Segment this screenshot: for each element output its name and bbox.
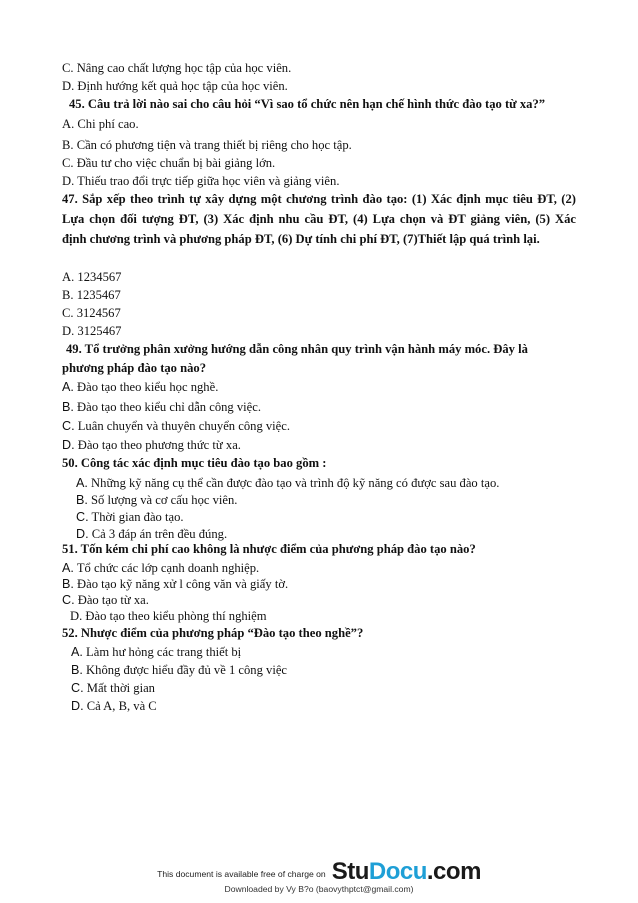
option-label: A. <box>76 476 88 490</box>
option-label: B. <box>71 663 83 677</box>
option-text: Thời gian đào tạo. <box>88 510 184 524</box>
logo-part-docu: Docu <box>368 858 427 885</box>
downloaded-by-note: Downloaded by Vy B?o (baovythptct@gmail.com) <box>224 884 414 894</box>
q52-option-c <box>71 680 155 696</box>
logo-part-com: .com <box>426 858 481 885</box>
option-text: Không được hiểu đầy đủ về 1 công việc <box>82 663 287 677</box>
option-text: Đào tạo theo kiểu chỉ dẫn công việc. <box>73 400 261 414</box>
q52-option-a <box>71 644 241 660</box>
q49-option-d <box>62 437 241 453</box>
q50-option-a <box>76 475 499 491</box>
option-label: C. <box>71 681 84 695</box>
q51-question: 51. Tốn kém chi phí cao không là nhược điểm của phương pháp đào tạo nào? <box>62 542 476 556</box>
option-label: D. <box>71 699 84 713</box>
q45-option-d: D. Thiếu trao đổi trực tiếp giữa học viên và giảng viên. <box>62 174 340 188</box>
availability-note: This document is available free of charge on <box>157 869 326 879</box>
q51-option-a <box>62 560 259 576</box>
q44-option-c: C. Nâng cao chất lượng học tập của học viên. <box>62 61 292 75</box>
option-text: Làm hư hỏng các trang thiết bị <box>82 645 242 659</box>
logo-part-stu: Stu <box>331 858 369 885</box>
q52-question: 52. Nhược điểm của phương pháp “Đào tạo theo nghề”? <box>62 626 364 640</box>
option-text: Mất thời gian <box>83 681 155 695</box>
q50-option-c <box>76 509 184 525</box>
q45-option-c: C. Đầu tư cho việc chuẩn bị bài giảng lớn. <box>62 156 276 170</box>
option-text: Số lượng và cơ cấu học viên. <box>87 493 238 507</box>
option-text: Đào tạo từ xa. <box>74 593 149 607</box>
option-label: C. <box>62 419 75 433</box>
q51-option-d: D. Đào tạo theo kiểu phòng thí nghiệm <box>70 609 267 623</box>
option-label: C. <box>62 593 75 607</box>
q49-option-b <box>62 399 261 415</box>
option-text: Tổ chức các lớp cạnh doanh nghiệp. <box>73 561 260 575</box>
q47-option-b: B. 1235467 <box>62 288 121 302</box>
option-text: Luân chuyển và thuyên chuyển công việc. <box>74 419 291 433</box>
q50-option-b <box>76 492 237 508</box>
studocu-footer <box>0 858 638 886</box>
q47-question-line1: 47. Sắp xếp theo trình tự xây dựng một chương trình đào tạo: (1) Xác định mục tiêu ĐT, (2) <box>62 192 576 206</box>
option-label: B. <box>62 400 74 414</box>
option-label: D. <box>62 438 75 452</box>
q47-option-d: D. 3125467 <box>62 324 122 338</box>
studocu-logo[interactable] <box>332 859 481 885</box>
q49-question-line2: phương pháp đào tạo nào? <box>62 361 207 375</box>
q52-option-b <box>71 662 287 678</box>
q47-question-line3: định chương trình và phương pháp ĐT, (6) Dự tính chi phí ĐT, (7)Thiết lập quá trình lại. <box>62 232 540 246</box>
q44-option-d: D. Định hướng kết quả học tập của học viên. <box>62 79 288 93</box>
q45-option-b: B. Cần có phương tiện và trang thiết bị riêng cho học tập. <box>62 138 352 152</box>
option-label: D. <box>76 527 89 541</box>
q50-question: 50. Công tác xác định mục tiêu đào tạo bao gồm : <box>62 456 327 470</box>
q47-question-line2: Lựa chọn đối tượng ĐT, (3) Xác định nhu cầu ĐT, (4) Lựa chọn và ĐT giảng viên, (5) Xác <box>62 212 576 226</box>
option-label: A. <box>62 561 74 575</box>
option-text: Đào tạo theo kiểu học nghề. <box>73 380 219 394</box>
q49-question-line1: 49. Tổ trưởng phân xưởng hướng dẫn công nhân quy trình vận hành máy móc. Đây là <box>66 342 528 356</box>
option-label: A. <box>71 645 83 659</box>
option-text: Cả 3 đáp án trên đều đúng. <box>88 527 228 541</box>
q47-option-a: A. 1234567 <box>62 270 122 284</box>
option-text: Những kỹ năng cụ thể cần được đào tạo và trình độ kỹ năng có được sau đào tạo. <box>87 476 500 490</box>
q45-option-a: A. Chi phí cao. <box>62 117 139 131</box>
q50-option-d <box>76 526 227 542</box>
q52-option-d <box>71 698 157 714</box>
q45-question: 45. Câu trả lời nào sai cho câu hỏi “Vì sao tổ chức nên hạn chế hình thức đào tạo từ xa?” <box>69 97 546 111</box>
option-text: Đào tạo theo phương thức từ xa. <box>74 438 241 452</box>
option-label: A. <box>62 380 74 394</box>
q49-option-c <box>62 418 290 434</box>
q49-option-a <box>62 379 218 395</box>
option-label: B. <box>76 493 88 507</box>
option-label: C. <box>76 510 89 524</box>
q51-option-c <box>62 592 149 608</box>
option-label: B. <box>62 577 74 591</box>
q47-option-c: C. 3124567 <box>62 306 121 320</box>
option-text: Đào tạo kỹ năng xử l công văn và giấy tờ. <box>73 577 289 591</box>
option-text: Cả A, B, và C <box>83 699 157 713</box>
q51-option-b <box>62 576 288 592</box>
